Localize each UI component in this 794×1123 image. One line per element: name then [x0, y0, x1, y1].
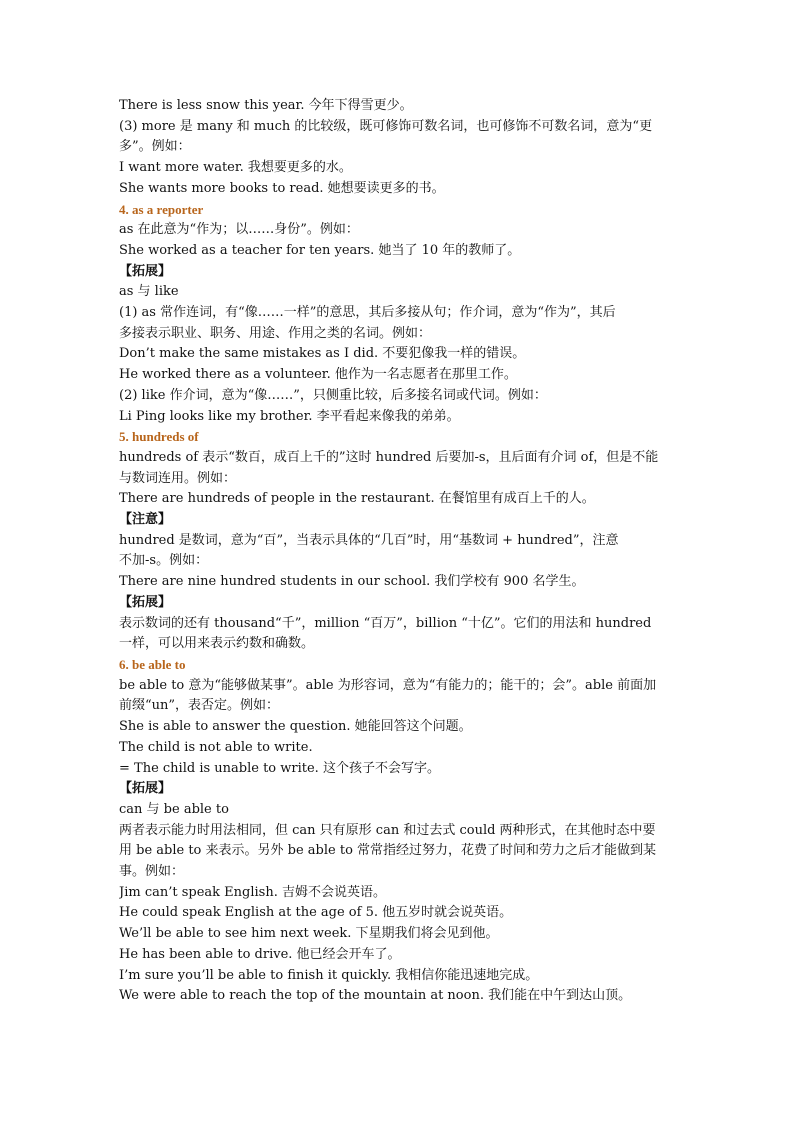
text-line: He has been able to drive. 他已经会开车了。 — [119, 946, 401, 962]
text-line: hundred 是数词，意为“百”，当表示具体的“几百”时，用“基数词 + hundred”，注意 — [119, 532, 619, 548]
text-line: (2) like 作介词，意为“像……”，只侧重比较，后多接名词或代词。例如： — [119, 387, 547, 403]
text-line: He could speak English at the age of 5. 他五岁时就会说英语。 — [119, 905, 513, 921]
text-line: I’m sure you’ll be able to finish it quickly. 我相信你能迅速地完成。 — [119, 967, 539, 983]
text-line: The child is not able to write. — [119, 739, 313, 755]
section-heading: 5. hundreds of — [119, 429, 199, 445]
text-line: Don’t make the same mistakes as I did. 不要犯像我一样的错误。 — [119, 346, 526, 362]
section-heading: 6. be able to — [119, 656, 186, 672]
text-line: She is able to answer the question. 她能回答这个问题。 — [119, 719, 472, 735]
text-line: hundreds of 表示“数百，成百上千的”这时 hundred 后要加-s，且后面有介词 of，但是不能 — [119, 449, 659, 465]
section-tag: 【拓展】 — [119, 263, 172, 279]
text-line: as 与 like — [119, 284, 179, 300]
text-line: 多接表示职业、职务、用途、作用之类的名词。例如： — [119, 325, 432, 341]
text-line: 不加-s。例如： — [119, 553, 209, 569]
text-line: I want more water. 我想要更多的水。 — [119, 160, 352, 176]
text-line: There are hundreds of people in the restaurant. 在餐馆里有成百上千的人。 — [119, 491, 595, 507]
section-tag: 【拓展】 — [119, 594, 172, 610]
text-line: can 与 be able to — [119, 801, 229, 817]
text-line: Jim can’t speak English. 吉姆不会说英语。 — [119, 884, 386, 900]
text-line: = The child is unable to write. 这个孩子不会写字。 — [119, 760, 440, 776]
text-line: We were able to reach the top of the mountain at noon. 我们能在中午到达山顶。 — [119, 988, 632, 1004]
text-line: She wants more books to read. 她想要读更多的书。 — [119, 180, 445, 196]
section-tag: 【拓展】 — [119, 781, 172, 797]
text-line: She worked as a teacher for ten years. 她当了 10 年的教师了。 — [119, 242, 521, 258]
text-line: 与数词连用。例如： — [119, 470, 237, 486]
text-line: 一样，可以用来表示约数和确数。 — [119, 636, 315, 652]
text-line: Li Ping looks like my brother. 李平看起来像我的弟弟。 — [119, 408, 460, 424]
text-line: 表示数词的还有 thousand“千”，million “百万”，billion “十亿”。它们的用法和 hundred — [119, 615, 652, 631]
text-line: There are nine hundred students in our school. 我们学校有 900 名学生。 — [119, 574, 585, 590]
text-line: be able to 意为“能够做某事”。able 为形容词，意为“有能力的；能干的；会”。able 前面加 — [119, 677, 657, 693]
text-line: 两者表示能力时用法相同，但 can 只有原形 can 和过去式 could 两种形式，在其他时态中要 — [119, 822, 656, 838]
text-line: 用 be able to 来表示。另外 be able to 常常指经过努力，花费了时间和劳力之后才能做到某 — [119, 843, 657, 859]
section-tag: 【注意】 — [119, 512, 172, 528]
text-line: 前缀“un”，表否定。例如： — [119, 698, 280, 714]
text-line: 事。例如： — [119, 864, 185, 880]
document-body — [119, 96, 679, 1007]
text-line: There is less snow this year. 今年下得雪更少。 — [119, 98, 413, 113]
text-line: as 在此意为“作为；以……身份”。例如： — [119, 222, 359, 238]
text-line: (3) more 是 many 和 much 的比较级，既可修饰可数名词，也可修饰不可数名词，意为“更 — [119, 118, 653, 134]
text-line: He worked there as a volunteer. 他作为一名志愿者在那里工作。 — [119, 367, 517, 383]
text-line: (1) as 常作连词，有“像……一样”的意思，其后多接从句；作介词，意为“作为”，其后 — [119, 305, 616, 321]
text-line: 多”。例如： — [119, 139, 191, 155]
text-line: We’ll be able to see him next week. 下星期我们将会见到他。 — [119, 926, 499, 942]
section-heading: 4. as a reporter — [119, 201, 204, 217]
